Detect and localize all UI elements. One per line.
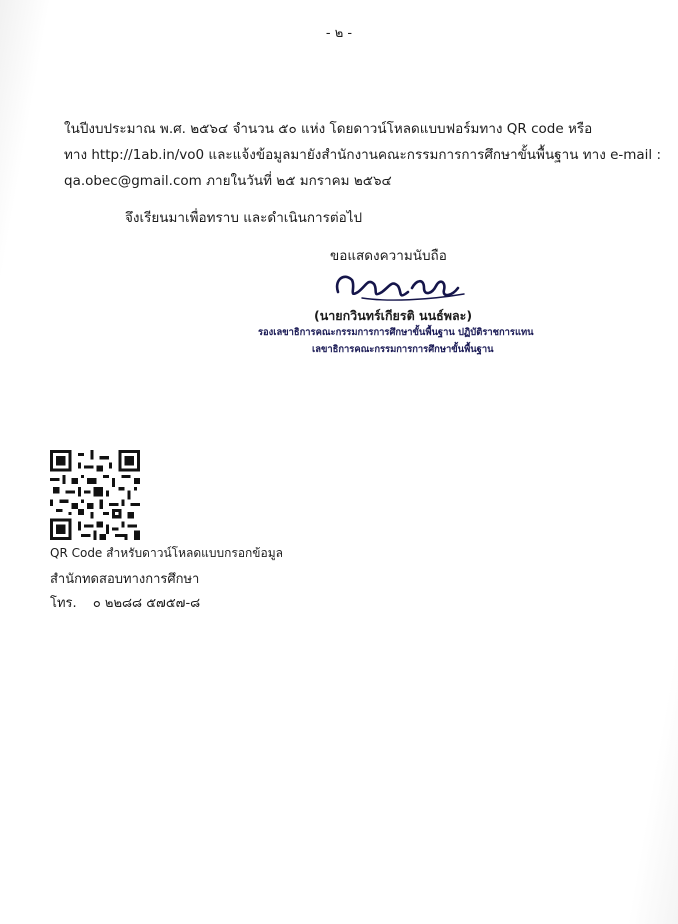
body-line-2: ทาง http://1ab.in/vo0 และแจ้งข้อมูลมายังสำนักงานคณะกรรมการการศึกษาขั้นพื้นฐาน ทาง e-mail : <box>64 147 662 163</box>
body-line-1: ในปีงบประมาณ พ.ศ. ๒๕๖๔ จำนวน ๕๐ แห่ง โดยดาวน์โหลดแบบฟอร์มทาง QR code หรือ <box>64 121 593 137</box>
qr-caption: QR Code สำหรับดาวน์โหลดแบบกรอกข้อมูล <box>50 546 283 560</box>
signer-position-1: รองเลขาธิการคณะกรรมการการศึกษาขั้นพื้นฐาน ปฏิบัติราชการแทน <box>258 327 534 338</box>
phone-label: โทร. <box>50 596 77 611</box>
office-name: สำนักทดสอบทางการศึกษา <box>50 572 200 587</box>
signer-name: (นายกวินทร์เกียรติ นนธ์พละ) <box>314 308 473 323</box>
signer-position-2: เลขาธิการคณะกรรมการการศึกษาขั้นพื้นฐาน <box>312 344 494 355</box>
salutation: ขอแสดงความนับถือ <box>330 248 447 264</box>
closing-text: จึงเรียนมาเพื่อทราบ และดำเนินการต่อไป <box>125 210 363 226</box>
phone-line <box>50 592 200 613</box>
handwritten-signature <box>328 258 478 308</box>
body-line-3: qa.obec@gmail.com ภายในวันที่ ๒๕ มกราคม ๒๕๖๔ <box>64 173 392 189</box>
qr-code-icon[interactable] <box>50 450 140 540</box>
page-number: - ๒ - <box>325 26 353 41</box>
body-paragraph <box>64 116 662 194</box>
phone-number[interactable]: ๐ ๒๒๘๘ ๕๗๕๗-๘ <box>92 596 201 611</box>
